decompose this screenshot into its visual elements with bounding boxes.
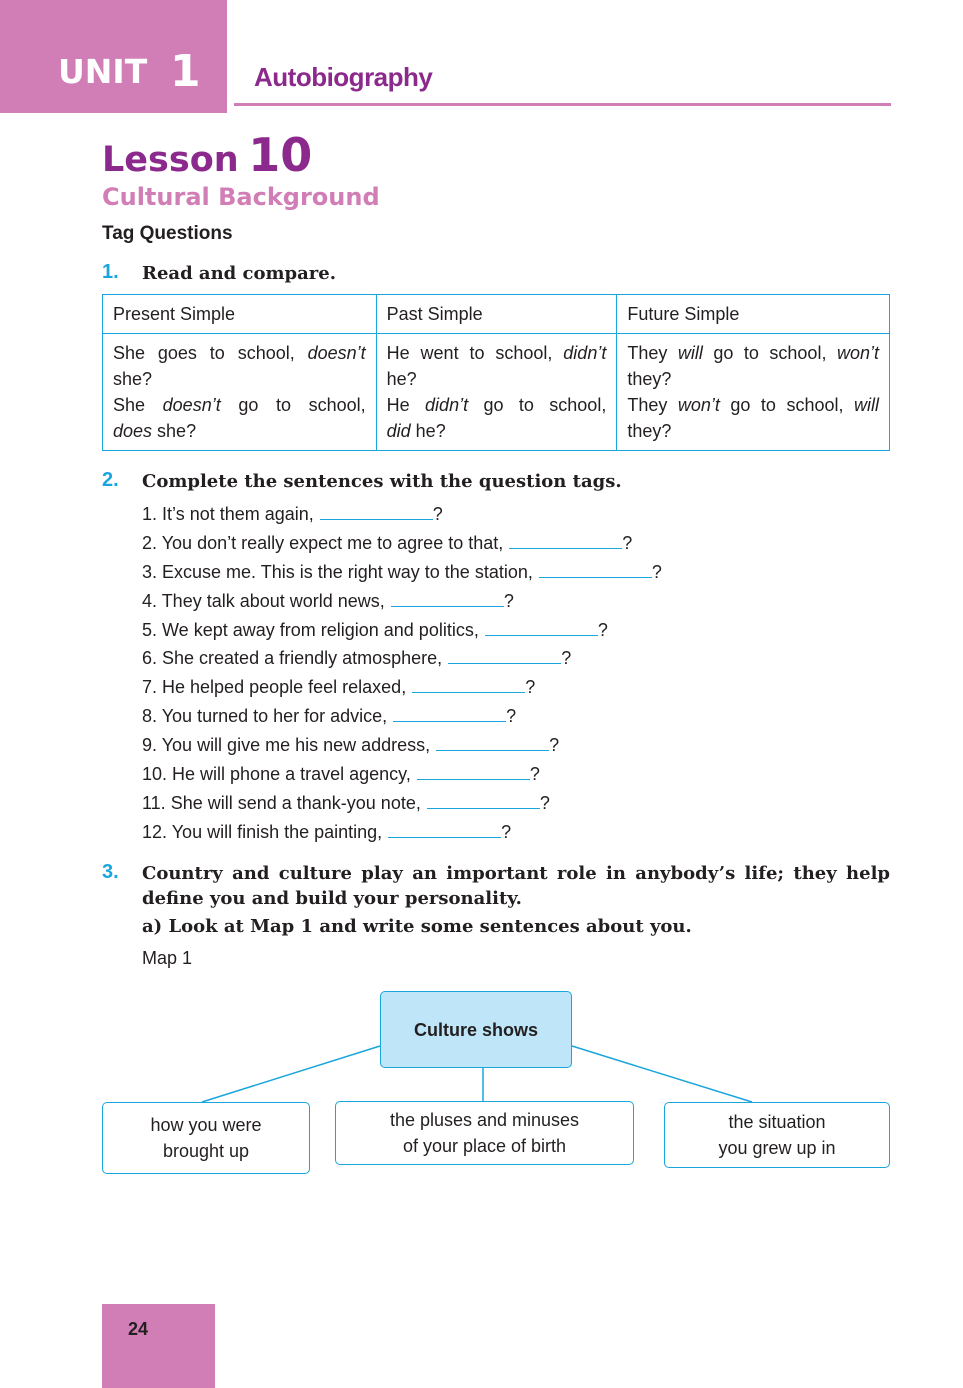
lesson-subtitle: Cultural Background [102,183,380,211]
table-cell-past: He went to school, didn’t he? He didn’t go to school, did he? [376,334,617,451]
table-header-cell: Present Simple [103,295,377,334]
page-number-box [102,1304,215,1388]
lesson-word: Lesson [102,140,239,180]
list-item: 9. You will give me his new address, ? [142,731,662,760]
list-item: 12. You will finish the painting, ? [142,818,662,847]
page-number: 24 [128,1319,149,1339]
list-item: 11. She will send a thank-you note, ? [142,789,662,818]
exercise-1-instruction: Read and compare. [142,263,336,284]
unit-label: UNIT [58,52,148,91]
map-root-node: Culture shows [380,991,572,1068]
exercise-2-instruction: Complete the sentences with the question tags. [142,471,622,492]
section-heading: Tag Questions [102,223,233,244]
list-item: 1. It’s not them again, ? [142,500,662,529]
unit-number: 1 [170,46,201,97]
map-node-middle: the pluses and minuses of your place of birth [335,1101,634,1165]
list-item: 6. She created a friendly atmosphere, ? [142,644,662,673]
exercise-1-number: 1. [102,261,119,283]
exercise-3-sub-a: a) Look at Map 1 and write some sentences about you. [142,916,692,937]
table-cell-future: They will go to school, won’t they? They won’t go to school, will they? [617,334,890,451]
unit-title: Autobiography [254,62,433,92]
list-item: 5. We kept away from religion and politics, ? [142,616,662,645]
list-item: 3. Excuse me. This is the right way to the station, ? [142,558,662,587]
map-node-right: the situation you grew up in [664,1102,890,1168]
list-item: 2. You don’t really expect me to agree to that, ? [142,529,662,558]
exercise-2-number: 2. [102,469,119,491]
table-cell-present: She goes to school, doesn’t she? She doesn’t go to school, does she? [103,334,377,451]
list-item: 10. He will phone a travel agency, ? [142,760,662,789]
map-node-left: how you were brought up [102,1102,310,1174]
table-header-cell: Past Simple [376,295,617,334]
table-header-cell: Future Simple [617,295,890,334]
list-item: 7. He helped people feel relaxed, ? [142,673,662,702]
lesson-number: 10 [248,128,313,182]
list-item: 8. You turned to her for advice, ? [142,702,662,731]
exercise-3-instruction: Country and culture play an important role in anybody’s life; they help define you and build your personality. [142,863,890,909]
exercise-3-number: 3. [102,861,119,883]
list-item: 4. They talk about world news, ? [142,587,662,616]
map-label: Map 1 [142,948,193,968]
